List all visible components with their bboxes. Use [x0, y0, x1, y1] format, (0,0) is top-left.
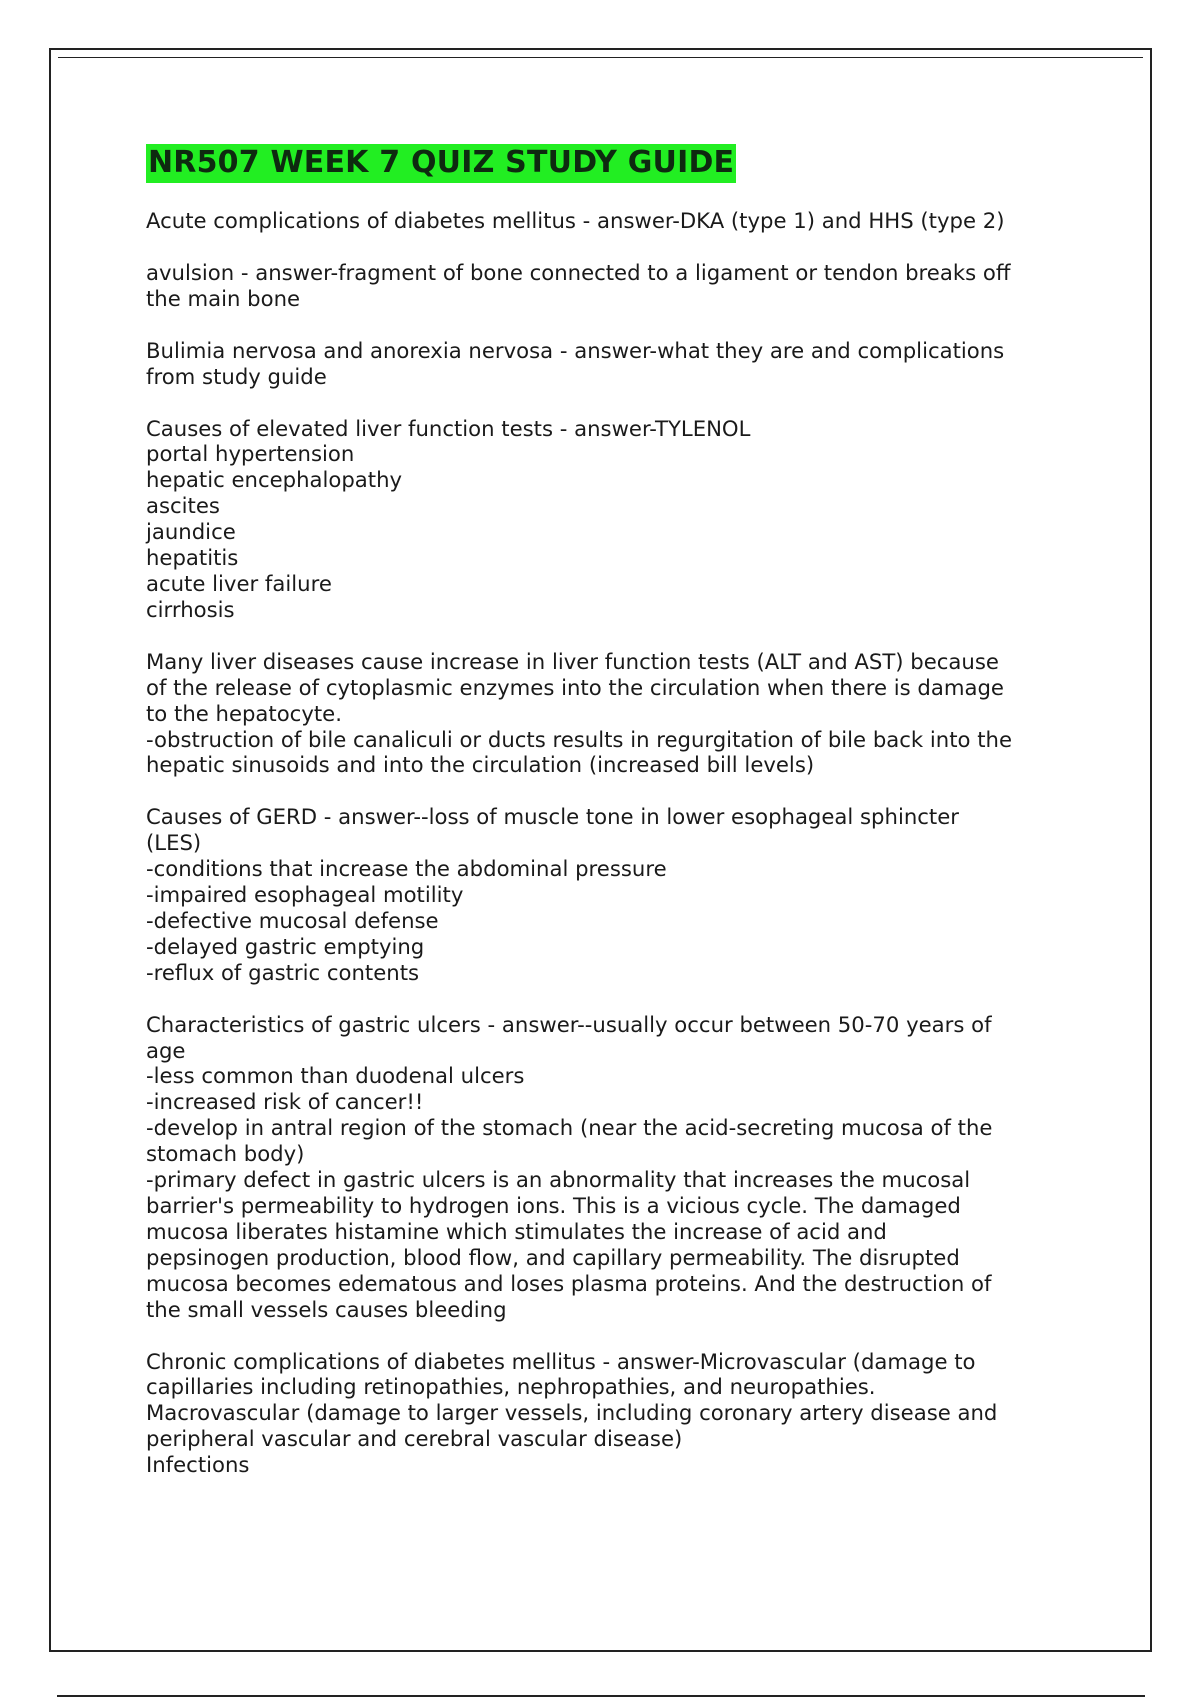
- entry-text: Many liver diseases cause increase in liver function tests (ALT and AST) because of the release of cytoplasmic enzymes into the circulation when there is damage to the hepatocyte. -obstruction of bile canaliculi or ducts results in regurgitation of bile back into the hepatic sinusoids and into the circulation (increased bill levels): [146, 648, 1013, 778]
- entry-causes-gerd: [146, 804, 1066, 985]
- entry-text: Characteristics of gastric ulcers - answer--usually occur between 50-70 years of age -less common than duodenal ulcers -increased risk of cancer!! -develop in antral region of the stomach (near the acid-secreting mucosa of the stomach body) -primary defect in gastric ulcers is an abnormality that increases the mucosal barrier's permeability to hydrogen ions. This is a vicious cycle. The damaged mucosa liberates histamine which stimulates the increase of acid and pepsinogen production, blood flow, and capillary permeability. The disrupted mucosa becomes edematous and loses plasma proteins. And the destruction of the small vessels causes bleeding: [146, 1011, 993, 1322]
- entry-gastric-ulcers: [146, 1012, 1066, 1323]
- document-title: NR507 WEEK 7 QUIZ STUDY GUIDE: [146, 144, 736, 183]
- entry-text: Chronic complications of diabetes mellitus - answer-Microvascular (damage to capillaries including retinopathies, nephropathies, and neuropathies. Macrovascular (damage to larger vessels, including coronary artery disease and peripheral vascular and cerebral vascular disease) Infections: [146, 1348, 998, 1478]
- entry-text: Acute complications of diabetes mellitus - answer-DKA (type 1) and HHS (type 2): [146, 208, 1005, 233]
- entry-bulimia-anorexia: [146, 338, 1066, 390]
- entry-text: avulsion - answer-fragment of bone connected to a ligament or tendon breaks off the main bone: [146, 259, 1011, 311]
- entry-elevated-liver-tests: [146, 416, 1066, 623]
- entry-liver-diseases: [146, 649, 1066, 779]
- entry-text: Causes of GERD - answer--loss of muscle tone in lower esophageal sphincter (LES) -conditions that increase the abdominal pressure -impaired esophageal motility -defective mucosal defense -delayed gastric emptying -reflux of gastric contents: [146, 804, 959, 985]
- document-body: [146, 144, 1066, 1504]
- entry-chronic-complications-diabetes: [146, 1349, 1066, 1479]
- entry-acute-complications-diabetes: [146, 208, 1066, 234]
- bottom-rule: [57, 1695, 1145, 1697]
- entry-avulsion: [146, 260, 1066, 312]
- top-rule: [58, 57, 1143, 58]
- entry-text: Bulimia nervosa and anorexia nervosa - answer-what they are and complications from study guide: [146, 337, 1005, 389]
- entry-text: Causes of elevated liver function tests - answer-TYLENOL portal hypertension hepatic encephalopathy ascites jaundice hepatitis acute liver failure cirrhosis: [146, 415, 751, 622]
